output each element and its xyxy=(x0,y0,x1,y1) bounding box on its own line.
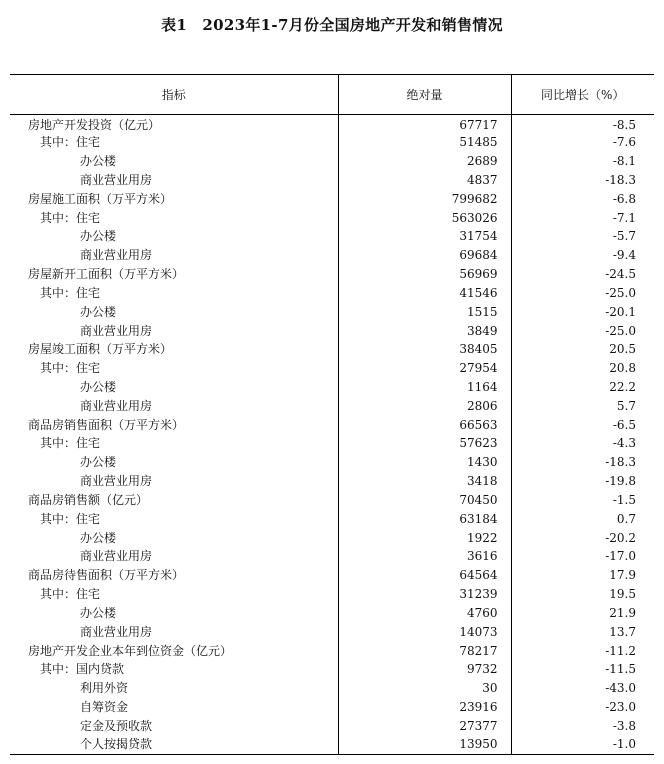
row-absolute-value: 23916 xyxy=(338,698,511,717)
row-yoy-growth: -7.1 xyxy=(511,209,654,228)
row-yoy-growth: -6.8 xyxy=(511,190,654,209)
row-yoy-growth: -9.4 xyxy=(511,246,654,265)
row-label: 房地产开发企业本年到位资金（亿元） xyxy=(28,643,233,658)
row-yoy-growth: -43.0 xyxy=(511,679,654,698)
table-row xyxy=(10,435,654,454)
table-row xyxy=(10,566,654,585)
table-row xyxy=(10,322,654,341)
table-row xyxy=(10,284,654,303)
header-indicator: 指标 xyxy=(10,75,338,115)
table-row xyxy=(10,265,654,284)
row-label: 房屋竣工面积（万平方米） xyxy=(28,342,173,357)
table-row xyxy=(10,661,654,680)
row-yoy-growth: -8.5 xyxy=(511,115,654,134)
table-row xyxy=(10,152,654,171)
table-row xyxy=(10,397,654,416)
row-yoy-growth: -11.2 xyxy=(511,642,654,661)
row-absolute-value: 3849 xyxy=(338,322,511,341)
table-row xyxy=(10,115,654,134)
table-row xyxy=(10,585,654,604)
row-yoy-growth: -11.5 xyxy=(511,661,654,680)
row-label: 办公楼 xyxy=(80,229,117,244)
row-absolute-value: 67717 xyxy=(338,115,511,134)
row-label: 其中：住宅 xyxy=(40,361,101,376)
header-yoy-growth: 同比增长（%） xyxy=(511,75,654,115)
statistics-table xyxy=(10,74,654,755)
row-label: 商业营业用房 xyxy=(80,248,153,263)
row-label: 办公楼 xyxy=(80,304,117,319)
row-absolute-value: 57623 xyxy=(338,435,511,454)
row-label: 定金及预收款 xyxy=(80,718,153,733)
row-yoy-growth: -25.0 xyxy=(511,322,654,341)
table-row xyxy=(10,246,654,265)
row-absolute-value: 64564 xyxy=(338,566,511,585)
row-absolute-value: 14073 xyxy=(338,623,511,642)
table-row xyxy=(10,529,654,548)
table-row xyxy=(10,378,654,397)
table-row xyxy=(10,472,654,491)
row-yoy-growth: -4.3 xyxy=(511,435,654,454)
row-absolute-value: 38405 xyxy=(338,340,511,359)
row-label: 房屋新开工面积（万平方米） xyxy=(28,267,185,282)
row-label: 房地产开发投资（亿元） xyxy=(28,117,161,132)
row-absolute-value: 63184 xyxy=(338,510,511,529)
row-absolute-value: 70450 xyxy=(338,491,511,510)
table-body xyxy=(10,115,654,755)
row-yoy-growth: 20.5 xyxy=(511,340,654,359)
row-absolute-value: 1164 xyxy=(338,378,511,397)
row-label: 办公楼 xyxy=(80,154,117,169)
table-header-row xyxy=(10,75,654,115)
row-absolute-value: 563026 xyxy=(338,209,511,228)
row-yoy-growth: -1.0 xyxy=(511,736,654,755)
row-absolute-value: 3418 xyxy=(338,472,511,491)
row-absolute-value: 799682 xyxy=(338,190,511,209)
row-absolute-value: 2689 xyxy=(338,152,511,171)
row-yoy-growth: 17.9 xyxy=(511,566,654,585)
table-row xyxy=(10,303,654,322)
row-label: 自筹资金 xyxy=(80,700,129,715)
row-yoy-growth: 22.2 xyxy=(511,378,654,397)
row-yoy-growth: -5.7 xyxy=(511,227,654,246)
table-row xyxy=(10,548,654,567)
row-yoy-growth: -8.1 xyxy=(511,152,654,171)
row-absolute-value: 41546 xyxy=(338,284,511,303)
row-absolute-value: 4760 xyxy=(338,604,511,623)
table-row xyxy=(10,510,654,529)
row-absolute-value: 66563 xyxy=(338,416,511,435)
row-yoy-growth: 13.7 xyxy=(511,623,654,642)
table-row xyxy=(10,642,654,661)
row-absolute-value: 69684 xyxy=(338,246,511,265)
header-absolute-value: 绝对量 xyxy=(338,75,511,115)
row-label: 商品房销售面积（万平方米） xyxy=(28,417,185,432)
row-label: 商业营业用房 xyxy=(80,323,153,338)
table-row xyxy=(10,416,654,435)
row-absolute-value: 9732 xyxy=(338,661,511,680)
row-label: 办公楼 xyxy=(80,455,117,470)
row-yoy-growth: -23.0 xyxy=(511,698,654,717)
table-row xyxy=(10,340,654,359)
row-label: 利用外资 xyxy=(80,681,129,696)
table-row xyxy=(10,491,654,510)
row-label: 商业营业用房 xyxy=(80,398,153,413)
table-row xyxy=(10,717,654,736)
row-yoy-growth: 0.7 xyxy=(511,510,654,529)
row-yoy-growth: -7.6 xyxy=(511,133,654,152)
row-label: 商业营业用房 xyxy=(80,172,153,187)
row-absolute-value: 1922 xyxy=(338,529,511,548)
row-yoy-growth: -24.5 xyxy=(511,265,654,284)
row-label: 商品房销售额（亿元） xyxy=(28,492,149,507)
row-absolute-value: 31239 xyxy=(338,585,511,604)
table-row xyxy=(10,133,654,152)
row-absolute-value: 30 xyxy=(338,679,511,698)
row-label: 商业营业用房 xyxy=(80,624,153,639)
table-row xyxy=(10,623,654,642)
row-label: 商业营业用房 xyxy=(80,474,153,489)
row-yoy-growth: -18.3 xyxy=(511,453,654,472)
row-yoy-growth: -6.5 xyxy=(511,416,654,435)
table-row xyxy=(10,190,654,209)
row-label: 其中：住宅 xyxy=(40,135,101,150)
row-yoy-growth: -3.8 xyxy=(511,717,654,736)
row-absolute-value: 2806 xyxy=(338,397,511,416)
row-absolute-value: 1515 xyxy=(338,303,511,322)
table-row xyxy=(10,679,654,698)
table-row xyxy=(10,604,654,623)
table-title: 表1 2023年1-7月份全国房地产开发和销售情况 xyxy=(161,16,503,34)
row-yoy-growth: -18.3 xyxy=(511,171,654,190)
row-yoy-growth: -1.5 xyxy=(511,491,654,510)
table-row xyxy=(10,736,654,755)
table-row xyxy=(10,453,654,472)
row-absolute-value: 4837 xyxy=(338,171,511,190)
table-row xyxy=(10,227,654,246)
row-label: 其中：住宅 xyxy=(40,210,101,225)
row-yoy-growth: -20.1 xyxy=(511,303,654,322)
row-label: 办公楼 xyxy=(80,530,117,545)
row-yoy-growth: 19.5 xyxy=(511,585,654,604)
row-label: 其中：住宅 xyxy=(40,285,101,300)
row-label: 其中：国内贷款 xyxy=(40,662,125,677)
row-label: 商品房待售面积（万平方米） xyxy=(28,568,185,583)
row-yoy-growth: -20.2 xyxy=(511,529,654,548)
table-row xyxy=(10,171,654,190)
row-yoy-growth: -17.0 xyxy=(511,548,654,567)
row-absolute-value: 51485 xyxy=(338,133,511,152)
row-absolute-value: 1430 xyxy=(338,453,511,472)
row-label: 办公楼 xyxy=(80,380,117,394)
row-absolute-value: 31754 xyxy=(338,227,511,246)
row-absolute-value: 56969 xyxy=(338,265,511,284)
row-yoy-growth: -25.0 xyxy=(511,284,654,303)
row-yoy-growth: 21.9 xyxy=(511,604,654,623)
row-absolute-value: 13950 xyxy=(338,736,511,755)
row-absolute-value: 3616 xyxy=(338,548,511,567)
row-yoy-growth: -19.8 xyxy=(511,472,654,491)
row-label: 商业营业用房 xyxy=(80,549,153,564)
row-label: 房屋施工面积（万平方米） xyxy=(28,191,173,206)
row-label: 个人按揭贷款 xyxy=(10,736,338,755)
table-row xyxy=(10,359,654,378)
row-absolute-value: 78217 xyxy=(338,642,511,661)
row-absolute-value: 27954 xyxy=(338,359,511,378)
table-row xyxy=(10,698,654,717)
row-label: 其中：住宅 xyxy=(40,436,101,451)
row-yoy-growth: 5.7 xyxy=(511,397,654,416)
row-label: 办公楼 xyxy=(80,605,117,620)
table-row xyxy=(10,209,654,228)
row-absolute-value: 27377 xyxy=(338,717,511,736)
row-yoy-growth: 20.8 xyxy=(511,359,654,378)
row-label: 其中：住宅 xyxy=(40,587,101,602)
row-label: 其中：住宅 xyxy=(40,511,101,526)
